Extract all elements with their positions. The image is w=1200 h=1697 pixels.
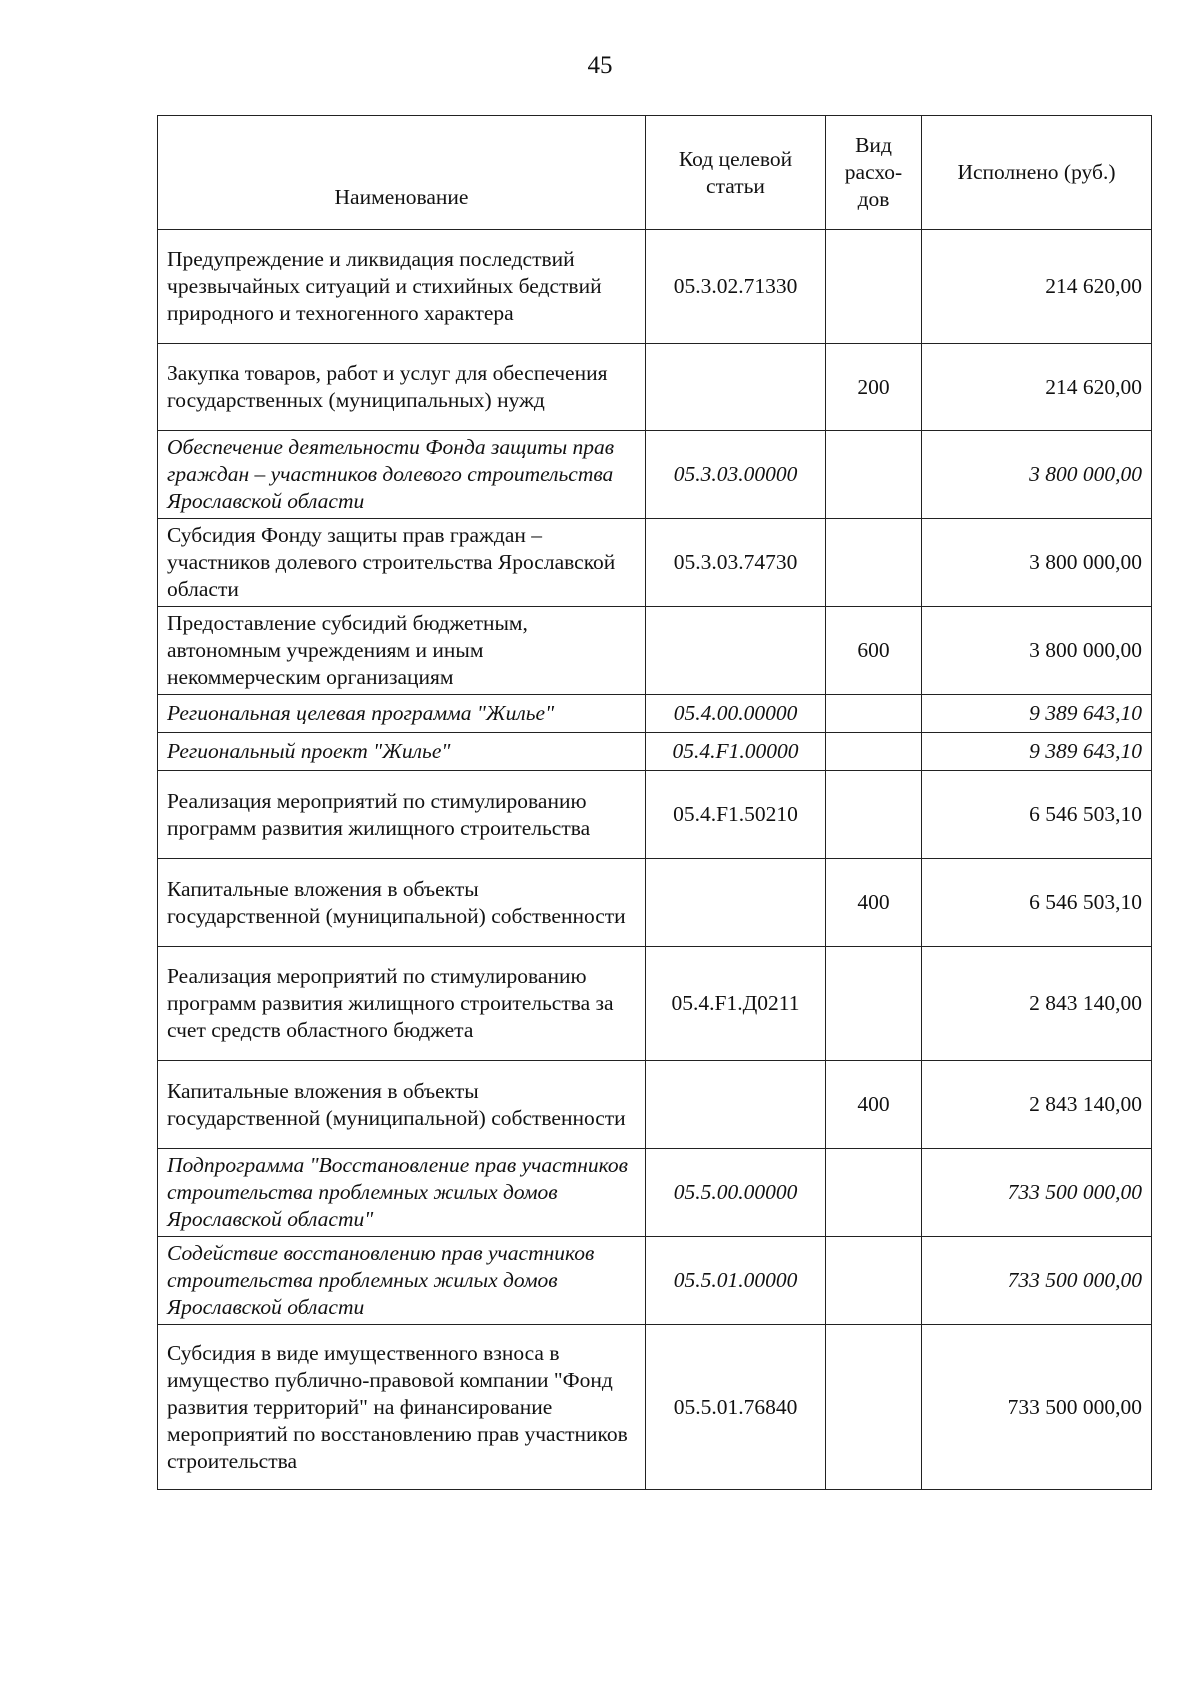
row-kind xyxy=(826,733,922,771)
row-amount: 9 389 643,10 xyxy=(922,695,1152,733)
row-kind: 600 xyxy=(826,607,922,695)
row-amount: 733 500 000,00 xyxy=(922,1237,1152,1325)
row-code: 05.4.F1.50210 xyxy=(646,771,826,859)
row-amount: 214 620,00 xyxy=(922,344,1152,431)
row-kind xyxy=(826,947,922,1061)
row-code xyxy=(646,859,826,947)
header-code: Код целевой статьи xyxy=(646,116,826,230)
row-code: 05.3.03.00000 xyxy=(646,431,826,519)
row-code xyxy=(646,344,826,431)
row-code: 05.5.01.76840 xyxy=(646,1325,826,1490)
table-row xyxy=(158,947,1152,1061)
row-amount: 3 800 000,00 xyxy=(922,519,1152,607)
row-kind: 400 xyxy=(826,1061,922,1149)
row-name: Капитальные вложения в объекты государственной (муниципальной) собственности xyxy=(158,1061,646,1149)
row-name: Предупреждение и ликвидация последствий чрезвычайных ситуаций и стихийных бедствий природного и техногенного характера xyxy=(158,230,646,344)
header-name: Наименование xyxy=(158,116,646,230)
row-amount: 733 500 000,00 xyxy=(922,1149,1152,1237)
row-code: 05.5.00.00000 xyxy=(646,1149,826,1237)
row-kind xyxy=(826,1237,922,1325)
row-code: 05.3.02.71330 xyxy=(646,230,826,344)
table-header-row xyxy=(158,116,1152,230)
table-row xyxy=(158,519,1152,607)
table-row xyxy=(158,1237,1152,1325)
row-name: Подпрограмма "Восстановление прав участников строительства проблемных жилых домов Ярославской области" xyxy=(158,1149,646,1237)
row-kind xyxy=(826,1325,922,1490)
row-name: Предоставление субсидий бюджетным, автономным учреждениям и иным некоммерческим организациям xyxy=(158,607,646,695)
row-amount: 6 546 503,10 xyxy=(922,771,1152,859)
table-body xyxy=(158,230,1152,1490)
table-row xyxy=(158,431,1152,519)
row-name: Субсидия в виде имущественного взноса в имущество публично-правовой компании "Фонд развития территорий" на финансирование мероприятий по восстановлению прав участников строительства xyxy=(158,1325,646,1490)
row-name: Капитальные вложения в объекты государственной (муниципальной) собственности xyxy=(158,859,646,947)
row-amount: 733 500 000,00 xyxy=(922,1325,1152,1490)
table-row xyxy=(158,607,1152,695)
row-name: Региональная целевая программа "Жилье" xyxy=(158,695,646,733)
row-name: Субсидия Фонду защиты прав граждан – участников долевого строительства Ярославской области xyxy=(158,519,646,607)
row-name: Закупка товаров, работ и услуг для обеспечения государственных (муниципальных) нужд xyxy=(158,344,646,431)
row-code: 05.4.F1.Д0211 xyxy=(646,947,826,1061)
row-kind xyxy=(826,1149,922,1237)
table-row xyxy=(158,344,1152,431)
table-row xyxy=(158,1325,1152,1490)
table-row xyxy=(158,771,1152,859)
row-name: Содействие восстановлению прав участников строительства проблемных жилых домов Ярославской области xyxy=(158,1237,646,1325)
table-row xyxy=(158,1061,1152,1149)
row-code xyxy=(646,607,826,695)
row-amount: 2 843 140,00 xyxy=(922,1061,1152,1149)
row-name: Обеспечение деятельности Фонда защиты прав граждан – участников долевого строительства Ярославской области xyxy=(158,431,646,519)
row-name: Реализация мероприятий по стимулированию программ развития жилищного строительства xyxy=(158,771,646,859)
row-name: Региональный проект "Жилье" xyxy=(158,733,646,771)
row-name: Реализация мероприятий по стимулированию программ развития жилищного строительства за счет средств областного бюджета xyxy=(158,947,646,1061)
row-code: 05.4.00.00000 xyxy=(646,695,826,733)
row-code: 05.5.01.00000 xyxy=(646,1237,826,1325)
row-code: 05.3.03.74730 xyxy=(646,519,826,607)
row-kind: 400 xyxy=(826,859,922,947)
table-row xyxy=(158,859,1152,947)
row-code: 05.4.F1.00000 xyxy=(646,733,826,771)
header-kind: Вид расхо- дов xyxy=(826,116,922,230)
table-row xyxy=(158,1149,1152,1237)
table-row xyxy=(158,230,1152,344)
table-row xyxy=(158,733,1152,771)
table-row xyxy=(158,695,1152,733)
row-amount: 3 800 000,00 xyxy=(922,431,1152,519)
row-kind xyxy=(826,431,922,519)
row-kind: 200 xyxy=(826,344,922,431)
row-amount: 3 800 000,00 xyxy=(922,607,1152,695)
row-kind xyxy=(826,771,922,859)
row-amount: 2 843 140,00 xyxy=(922,947,1152,1061)
budget-table xyxy=(157,115,1152,1490)
row-kind xyxy=(826,519,922,607)
page-number: 45 xyxy=(587,52,613,79)
row-kind xyxy=(826,230,922,344)
header-amount: Исполнено (руб.) xyxy=(922,116,1152,230)
row-amount: 6 546 503,10 xyxy=(922,859,1152,947)
row-kind xyxy=(826,695,922,733)
row-amount: 214 620,00 xyxy=(922,230,1152,344)
row-code xyxy=(646,1061,826,1149)
row-amount: 9 389 643,10 xyxy=(922,733,1152,771)
